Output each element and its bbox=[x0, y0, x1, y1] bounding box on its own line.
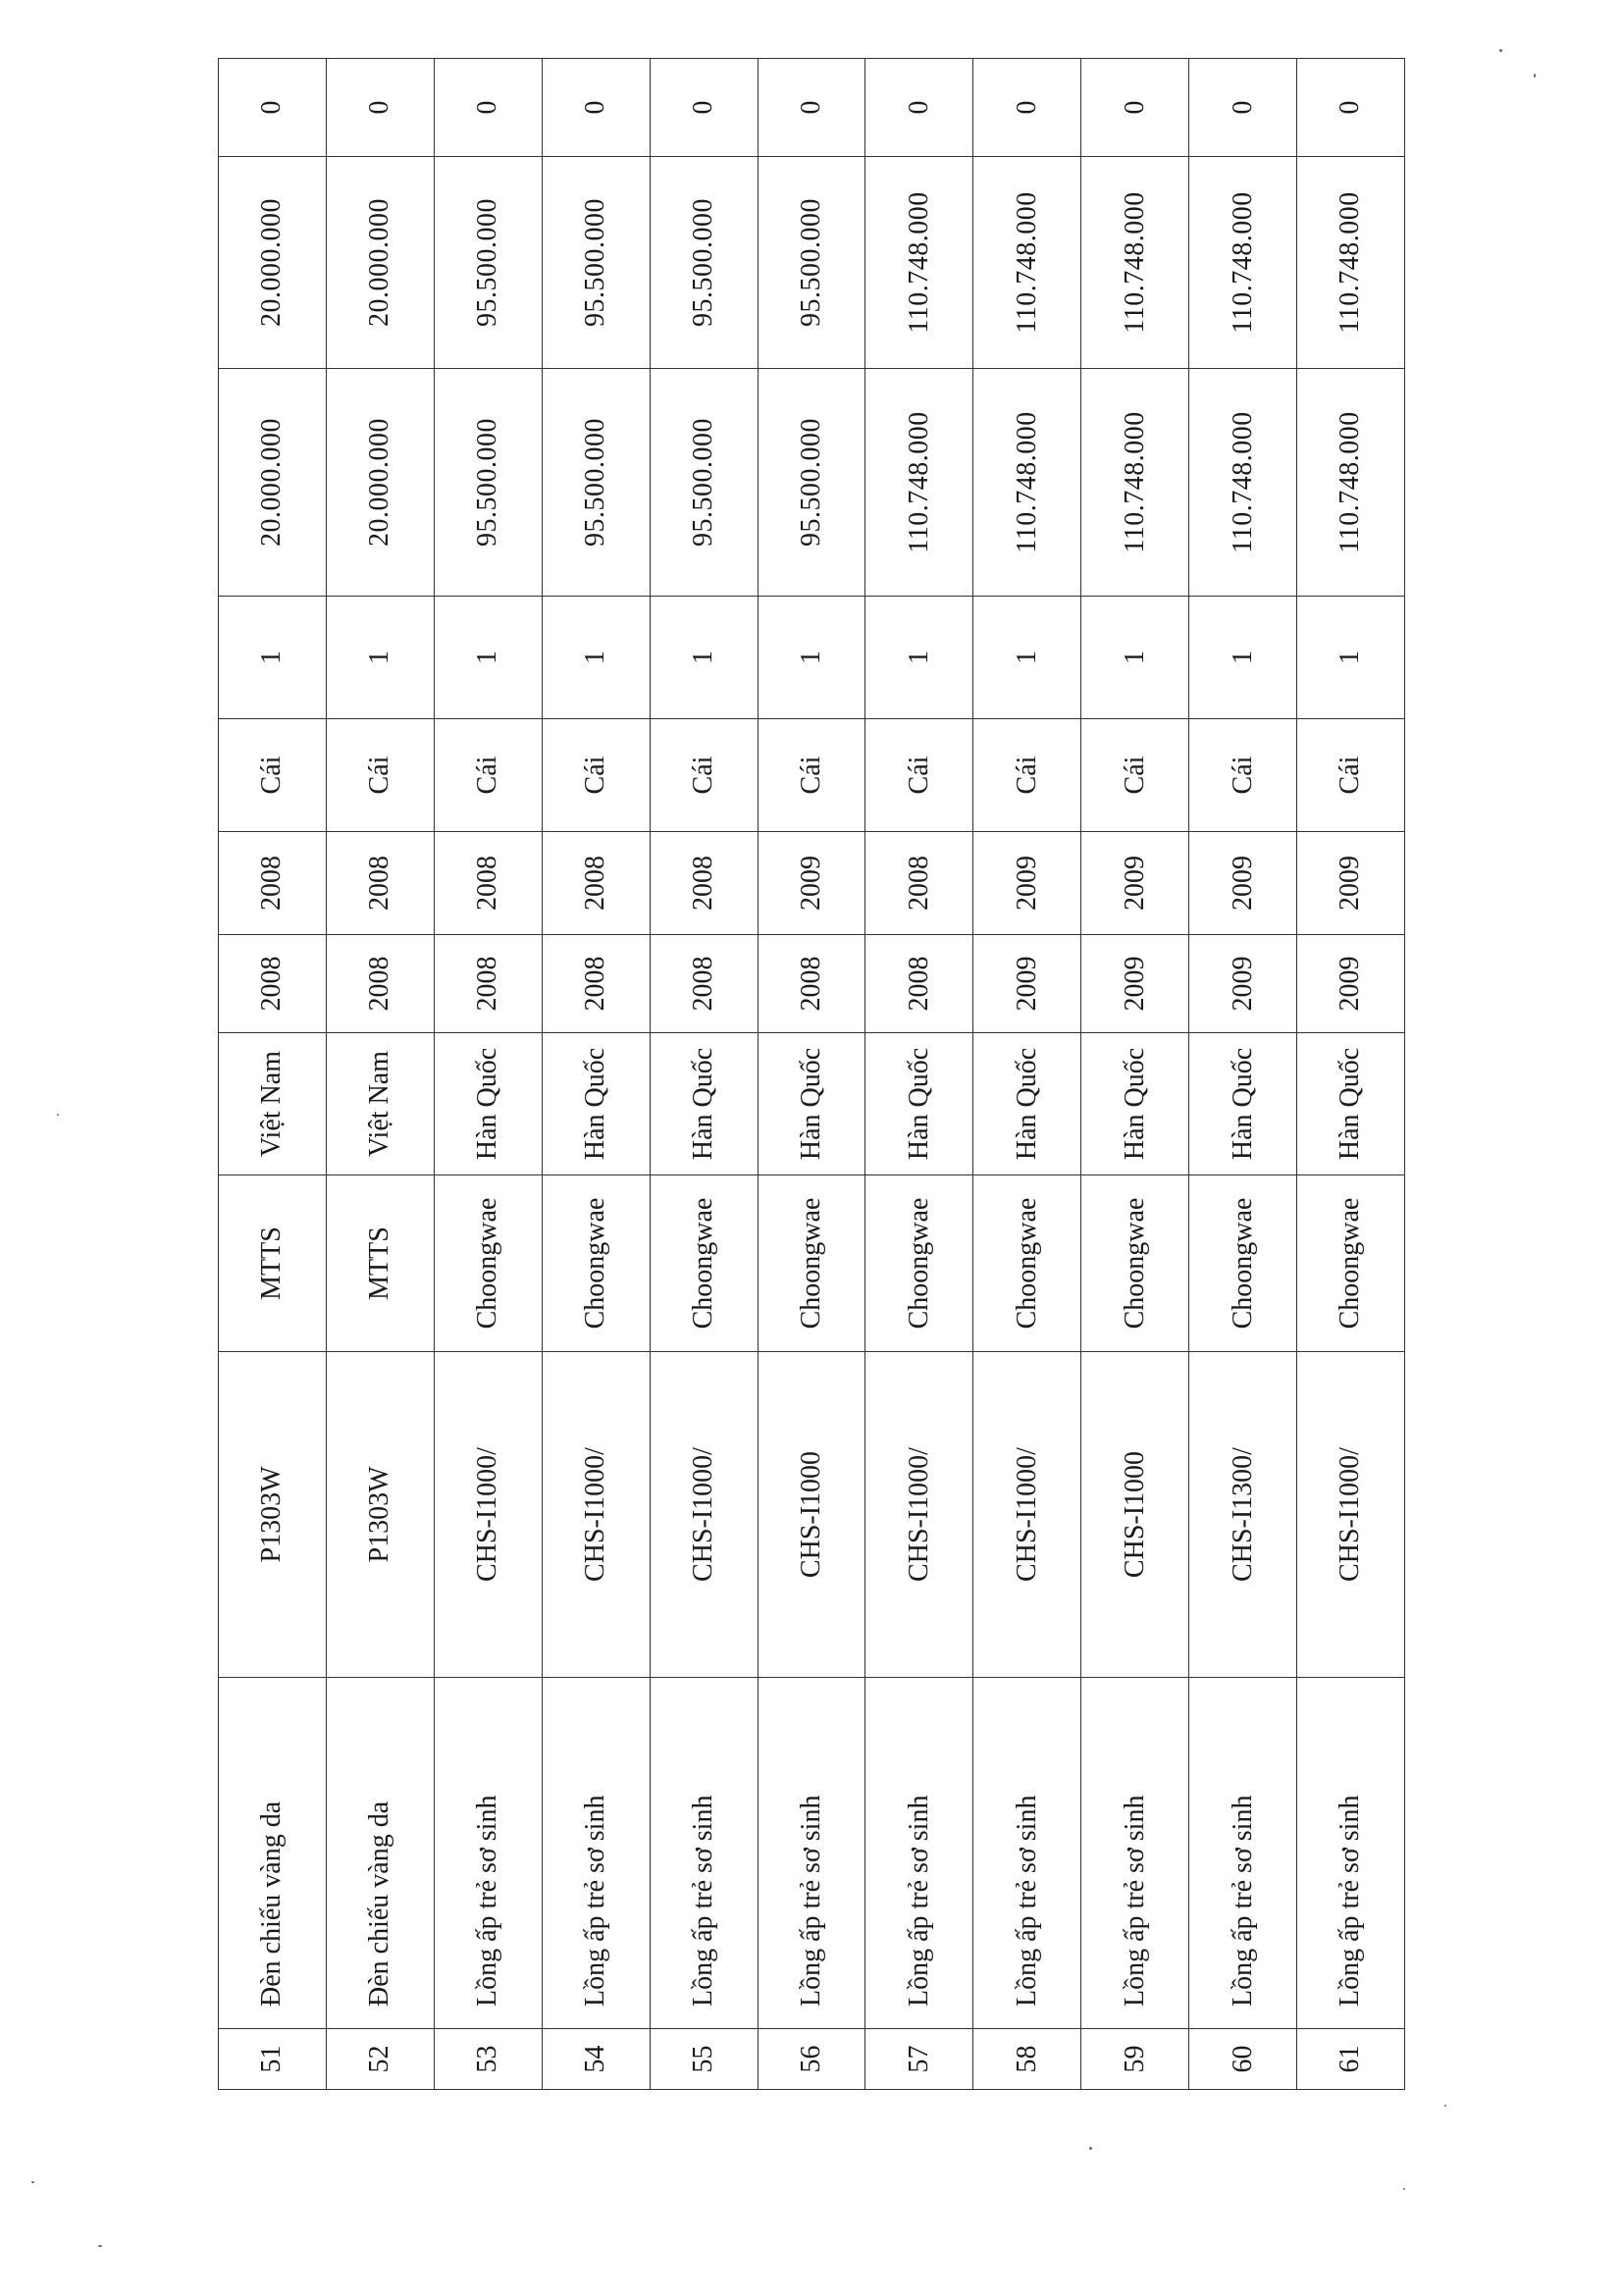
unit-price-cell: 95.500.000 bbox=[758, 369, 865, 597]
row-number-cell: 58 bbox=[973, 2029, 1081, 2090]
remaining-value-cell: 0 bbox=[219, 59, 327, 157]
remaining-value-cell: 0 bbox=[1189, 59, 1297, 157]
unit-cell: Cái bbox=[326, 719, 434, 832]
row-number-cell: 61 bbox=[1297, 2029, 1405, 2090]
equipment-name-cell: Đèn chiếu vàng da bbox=[219, 1678, 327, 2029]
year-used-cell: 2009 bbox=[973, 832, 1081, 935]
quantity-cell: 1 bbox=[219, 597, 327, 719]
table-row bbox=[434, 59, 542, 2090]
manufacturer-cell: Choongwae bbox=[1081, 1175, 1189, 1352]
total-cell: 95.500.000 bbox=[650, 157, 758, 369]
origin-cell: Hàn Quốc bbox=[542, 1033, 650, 1175]
equipment-name-cell: Lồng ấp trẻ sơ sinh bbox=[542, 1678, 650, 2029]
equipment-name-cell: Lồng ấp trẻ sơ sinh bbox=[758, 1678, 865, 2029]
manufacturer-cell: Choongwae bbox=[1189, 1175, 1297, 1352]
year-used-cell: 2008 bbox=[865, 832, 973, 935]
table-body bbox=[219, 59, 1405, 2090]
year-used-cell: 2008 bbox=[434, 832, 542, 935]
row-number-cell: 59 bbox=[1081, 2029, 1189, 2090]
origin-cell: Hàn Quốc bbox=[1297, 1033, 1405, 1175]
row-number-cell: 51 bbox=[219, 2029, 327, 2090]
unit-price-cell: 110.748.000 bbox=[973, 369, 1081, 597]
row-number-cell: 57 bbox=[865, 2029, 973, 2090]
origin-cell: Hàn Quốc bbox=[1081, 1033, 1189, 1175]
table-row bbox=[1297, 59, 1405, 2090]
year-made-cell: 2009 bbox=[1081, 935, 1189, 1033]
quantity-cell: 1 bbox=[650, 597, 758, 719]
unit-cell: Cái bbox=[1189, 719, 1297, 832]
remaining-value-cell: 0 bbox=[973, 59, 1081, 157]
origin-cell: Việt Nam bbox=[219, 1033, 327, 1175]
year-made-cell: 2008 bbox=[434, 935, 542, 1033]
model-cell: CHS-I1000 bbox=[1081, 1352, 1189, 1678]
row-number-cell: 55 bbox=[650, 2029, 758, 2090]
scan-speck bbox=[1444, 2105, 1446, 2107]
scan-speck bbox=[1499, 49, 1502, 52]
manufacturer-cell: Choongwae bbox=[758, 1175, 865, 1352]
scan-speck bbox=[1403, 2188, 1405, 2190]
quantity-cell: 1 bbox=[865, 597, 973, 719]
total-cell: 110.748.000 bbox=[1081, 157, 1189, 369]
unit-cell: Cái bbox=[650, 719, 758, 832]
scan-speck bbox=[98, 2245, 102, 2247]
year-used-cell: 2008 bbox=[326, 832, 434, 935]
equipment-name-cell: Lồng ấp trẻ sơ sinh bbox=[434, 1678, 542, 2029]
unit-price-cell: 110.748.000 bbox=[865, 369, 973, 597]
remaining-value-cell: 0 bbox=[865, 59, 973, 157]
remaining-value-cell: 0 bbox=[758, 59, 865, 157]
year-made-cell: 2008 bbox=[219, 935, 327, 1033]
row-number-cell: 54 bbox=[542, 2029, 650, 2090]
total-cell: 95.500.000 bbox=[542, 157, 650, 369]
row-number-cell: 60 bbox=[1189, 2029, 1297, 2090]
manufacturer-cell: MTTS bbox=[219, 1175, 327, 1352]
quantity-cell: 1 bbox=[1297, 597, 1405, 719]
origin-cell: Hàn Quốc bbox=[650, 1033, 758, 1175]
remaining-value-cell: 0 bbox=[542, 59, 650, 157]
model-cell: CHS-I1000/ bbox=[865, 1352, 973, 1678]
model-cell: P1303W bbox=[219, 1352, 327, 1678]
table-row bbox=[1081, 59, 1189, 2090]
quantity-cell: 1 bbox=[1081, 597, 1189, 719]
model-cell: CHS-I1000 bbox=[758, 1352, 865, 1678]
unit-cell: Cái bbox=[219, 719, 327, 832]
table-row bbox=[326, 59, 434, 2090]
manufacturer-cell: Choongwae bbox=[865, 1175, 973, 1352]
origin-cell: Hàn Quốc bbox=[1189, 1033, 1297, 1175]
manufacturer-cell: Choongwae bbox=[434, 1175, 542, 1352]
year-made-cell: 2008 bbox=[865, 935, 973, 1033]
manufacturer-cell: Choongwae bbox=[1297, 1175, 1405, 1352]
remaining-value-cell: 0 bbox=[326, 59, 434, 157]
origin-cell: Hàn Quốc bbox=[434, 1033, 542, 1175]
table-row bbox=[865, 59, 973, 2090]
year-used-cell: 2009 bbox=[758, 832, 865, 935]
unit-cell: Cái bbox=[758, 719, 865, 832]
year-used-cell: 2008 bbox=[650, 832, 758, 935]
quantity-cell: 1 bbox=[758, 597, 865, 719]
table-row bbox=[650, 59, 758, 2090]
equipment-name-cell: Đèn chiếu vàng da bbox=[326, 1678, 434, 2029]
rotated-table-container bbox=[218, 59, 1405, 2090]
quantity-cell: 1 bbox=[542, 597, 650, 719]
year-used-cell: 2008 bbox=[542, 832, 650, 935]
model-cell: CHS-I1000/ bbox=[973, 1352, 1081, 1678]
total-cell: 110.748.000 bbox=[865, 157, 973, 369]
remaining-value-cell: 0 bbox=[1081, 59, 1189, 157]
quantity-cell: 1 bbox=[434, 597, 542, 719]
origin-cell: Hàn Quốc bbox=[973, 1033, 1081, 1175]
year-made-cell: 2009 bbox=[1189, 935, 1297, 1033]
remaining-value-cell: 0 bbox=[650, 59, 758, 157]
unit-cell: Cái bbox=[973, 719, 1081, 832]
equipment-name-cell: Lồng ấp trẻ sơ sinh bbox=[973, 1678, 1081, 2029]
quantity-cell: 1 bbox=[1189, 597, 1297, 719]
model-cell: CHS-I1000/ bbox=[542, 1352, 650, 1678]
year-used-cell: 2009 bbox=[1297, 832, 1405, 935]
year-made-cell: 2008 bbox=[542, 935, 650, 1033]
table-row bbox=[542, 59, 650, 2090]
total-cell: 110.748.000 bbox=[1189, 157, 1297, 369]
unit-price-cell: 95.500.000 bbox=[542, 369, 650, 597]
equipment-name-cell: Lồng ấp trẻ sơ sinh bbox=[865, 1678, 973, 2029]
origin-cell: Việt Nam bbox=[326, 1033, 434, 1175]
table-row bbox=[758, 59, 865, 2090]
model-cell: CHS-I1000/ bbox=[650, 1352, 758, 1678]
origin-cell: Hàn Quốc bbox=[758, 1033, 865, 1175]
total-cell: 20.000.000 bbox=[326, 157, 434, 369]
origin-cell: Hàn Quốc bbox=[865, 1033, 973, 1175]
manufacturer-cell: Choongwae bbox=[973, 1175, 1081, 1352]
equipment-table bbox=[218, 58, 1405, 2090]
total-cell: 95.500.000 bbox=[758, 157, 865, 369]
table-row bbox=[219, 59, 327, 2090]
row-number-cell: 56 bbox=[758, 2029, 865, 2090]
manufacturer-cell: Choongwae bbox=[650, 1175, 758, 1352]
table-row bbox=[1189, 59, 1297, 2090]
table-row bbox=[973, 59, 1081, 2090]
model-cell: P1303W bbox=[326, 1352, 434, 1678]
equipment-name-cell: Lồng ấp trẻ sơ sinh bbox=[1189, 1678, 1297, 2029]
model-cell: CHS-I1000/ bbox=[434, 1352, 542, 1678]
model-cell: CHS-I1300/ bbox=[1189, 1352, 1297, 1678]
scan-speck bbox=[57, 1114, 59, 1116]
year-made-cell: 2008 bbox=[326, 935, 434, 1033]
scan-speck bbox=[1089, 2147, 1092, 2150]
equipment-name-cell: Lồng ấp trẻ sơ sinh bbox=[1297, 1678, 1405, 2029]
unit-price-cell: 110.748.000 bbox=[1297, 369, 1405, 597]
total-cell: 110.748.000 bbox=[1297, 157, 1405, 369]
total-cell: 110.748.000 bbox=[973, 157, 1081, 369]
unit-price-cell: 20.000.000 bbox=[326, 369, 434, 597]
year-made-cell: 2009 bbox=[973, 935, 1081, 1033]
unit-price-cell: 95.500.000 bbox=[434, 369, 542, 597]
manufacturer-cell: MTTS bbox=[326, 1175, 434, 1352]
unit-cell: Cái bbox=[1081, 719, 1189, 832]
row-number-cell: 52 bbox=[326, 2029, 434, 2090]
model-cell: CHS-I1000/ bbox=[1297, 1352, 1405, 1678]
unit-cell: Cái bbox=[1297, 719, 1405, 832]
scan-speck bbox=[1534, 74, 1536, 78]
total-cell: 20.000.000 bbox=[219, 157, 327, 369]
year-used-cell: 2009 bbox=[1189, 832, 1297, 935]
scan-speck bbox=[31, 2181, 34, 2183]
year-made-cell: 2009 bbox=[1297, 935, 1405, 1033]
unit-cell: Cái bbox=[865, 719, 973, 832]
year-made-cell: 2008 bbox=[650, 935, 758, 1033]
unit-price-cell: 110.748.000 bbox=[1081, 369, 1189, 597]
year-used-cell: 2008 bbox=[219, 832, 327, 935]
total-cell: 95.500.000 bbox=[434, 157, 542, 369]
quantity-cell: 1 bbox=[973, 597, 1081, 719]
year-made-cell: 2008 bbox=[758, 935, 865, 1033]
manufacturer-cell: Choongwae bbox=[542, 1175, 650, 1352]
equipment-name-cell: Lồng ấp trẻ sơ sinh bbox=[1081, 1678, 1189, 2029]
year-used-cell: 2009 bbox=[1081, 832, 1189, 935]
unit-price-cell: 20.000.000 bbox=[219, 369, 327, 597]
remaining-value-cell: 0 bbox=[1297, 59, 1405, 157]
unit-cell: Cái bbox=[542, 719, 650, 832]
unit-cell: Cái bbox=[434, 719, 542, 832]
unit-price-cell: 110.748.000 bbox=[1189, 369, 1297, 597]
quantity-cell: 1 bbox=[326, 597, 434, 719]
row-number-cell: 53 bbox=[434, 2029, 542, 2090]
equipment-name-cell: Lồng ấp trẻ sơ sinh bbox=[650, 1678, 758, 2029]
remaining-value-cell: 0 bbox=[434, 59, 542, 157]
unit-price-cell: 95.500.000 bbox=[650, 369, 758, 597]
